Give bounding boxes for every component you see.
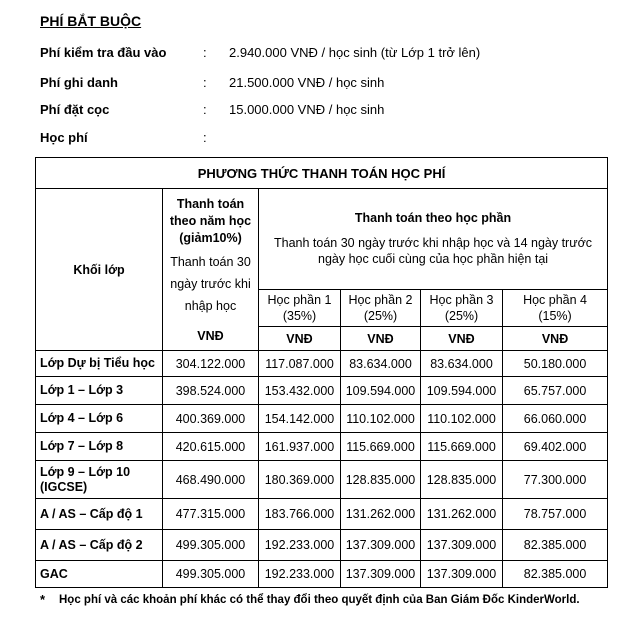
term-3-value: 109.594.000 [421,377,503,405]
fee-colon: : [203,130,207,145]
grade-label: Lớp Dự bị Tiểu học [36,351,163,377]
table-row [36,461,608,499]
term-2-pct: (25%) [363,309,398,323]
term-2-value: 109.594.000 [341,377,421,405]
term-4-value: 50.180.000 [503,351,608,377]
term-2-value: 128.835.000 [341,461,421,499]
term-1-value: 180.369.000 [259,461,341,499]
annual-value: 499.305.000 [163,530,259,561]
term-3-unit: VNĐ [421,327,503,351]
fee-label: Phí đặt cọc [40,102,110,117]
term-3-value: 83.634.000 [421,351,503,377]
annual-title: Thanh toán theo năm học (giảm10%) [169,197,252,245]
term-1-value: 154.142.000 [259,405,341,433]
term-3-value: 110.102.000 [421,405,503,433]
term-2-value: 110.102.000 [341,405,421,433]
grade-label: Lớp 4 – Lớp 6 [36,405,163,433]
term-4-header [503,290,608,327]
term-note: Thanh toán 30 ngày trước khi nhập học và 14 ngày trước ngày học cuối cùng của học phần hiện tại [274,236,593,266]
term-2-unit: VNĐ [341,327,421,351]
grade-label: A / AS – Cấp độ 2 [36,530,163,561]
term-3-value: 137.309.000 [421,530,503,561]
term-4-pct: (15%) [538,309,572,323]
grade-label: Lớp 1 – Lớp 3 [36,377,163,405]
header-term [259,189,608,290]
tuition-table [35,157,608,588]
term-2-value: 115.669.000 [341,433,421,461]
annual-note: Thanh toán 30 ngày trước khi nhập học [170,255,251,313]
annual-value: 304.122.000 [163,351,259,377]
term-3-value: 115.669.000 [421,433,503,461]
annual-value: 499.305.000 [163,561,259,588]
table-row [36,351,608,377]
fee-value: 15.000.000 VNĐ / học sinh [229,102,385,117]
table-row [36,405,608,433]
term-4-value: 77.300.000 [503,461,608,499]
table-title: PHƯƠNG THỨC THANH TOÁN HỌC PHÍ [36,158,608,189]
term-1-value: 117.087.000 [259,351,341,377]
term-1-header [259,290,341,327]
term-4-value: 65.757.000 [503,377,608,405]
table-row [36,499,608,530]
annual-value: 400.369.000 [163,405,259,433]
footnote-marker: * [40,592,46,607]
term-4-name: Học phần 4 [523,293,587,307]
term-1-pct: (35%) [282,309,317,323]
fee-label: Học phí [40,130,88,145]
term-4-value: 82.385.000 [503,530,608,561]
fee-label: Phí ghi danh [40,75,118,90]
term-2-value: 137.309.000 [341,530,421,561]
term-4-value: 66.060.000 [503,405,608,433]
term-4-value: 69.402.000 [503,433,608,461]
table-row [36,530,608,561]
term-1-name: Học phần 1 [267,293,332,307]
term-4-value: 82.385.000 [503,561,608,588]
section-title: PHÍ BẮT BUỘC [40,13,142,29]
fee-row-deposit [40,102,600,122]
term-1-value: 183.766.000 [259,499,341,530]
grade-label: Lớp 9 – Lớp 10 (IGCSE) [36,461,163,499]
term-2-value: 137.309.000 [341,561,421,588]
term-3-value: 131.262.000 [421,499,503,530]
header-annual [163,189,259,351]
term-title: Thanh toán theo học phần [354,211,512,225]
term-1-value: 192.233.000 [259,530,341,561]
fee-row-tuition [40,130,600,150]
table-row [36,561,608,588]
term-3-pct: (25%) [444,309,479,323]
annual-value: 468.490.000 [163,461,259,499]
term-2-header [341,290,421,327]
fee-value: 2.940.000 VNĐ / học sinh (từ Lớp 1 trở lên) [229,45,481,60]
header-grade: Khối lớp [36,189,163,351]
table-row [36,377,608,405]
term-2-name: Học phần 2 [348,293,413,307]
term-1-unit: VNĐ [259,327,341,351]
fee-row-registration [40,75,600,95]
term-4-value: 78.757.000 [503,499,608,530]
annual-value: 398.524.000 [163,377,259,405]
grade-label: GAC [36,561,163,588]
table-row [36,433,608,461]
term-2-value: 83.634.000 [341,351,421,377]
term-3-value: 137.309.000 [421,561,503,588]
term-2-value: 131.262.000 [341,499,421,530]
grade-label: A / AS – Cấp độ 1 [36,499,163,530]
term-1-value: 153.432.000 [259,377,341,405]
fee-colon: : [203,102,207,117]
term-4-unit: VNĐ [503,327,608,351]
fee-colon: : [203,45,207,60]
annual-value: 420.615.000 [163,433,259,461]
term-1-value: 161.937.000 [259,433,341,461]
fee-value: 21.500.000 VNĐ / học sinh [229,75,385,90]
term-3-name: Học phần 3 [429,293,494,307]
fee-label: Phí kiểm tra đầu vào [40,45,167,60]
fee-row-entrance-test [40,45,600,65]
annual-unit: VNĐ [197,329,224,343]
term-1-value: 192.233.000 [259,561,341,588]
term-3-value: 128.835.000 [421,461,503,499]
footnote-text: Học phí và các khoản phí khác có thể thay đổi theo quyết định của Ban Giám Đốc KinderWorld. [59,594,580,606]
term-3-header [421,290,503,327]
grade-label: Lớp 7 – Lớp 8 [36,433,163,461]
fee-colon: : [203,75,207,90]
annual-value: 477.315.000 [163,499,259,530]
